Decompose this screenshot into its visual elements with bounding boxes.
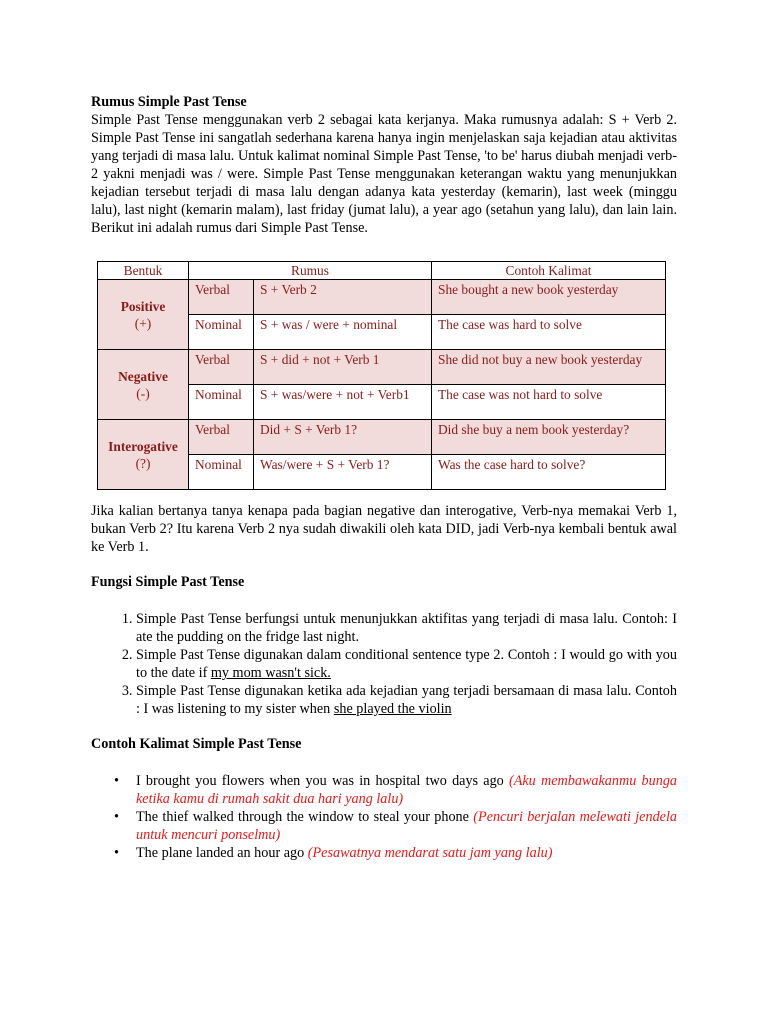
bullet-icon: • xyxy=(114,773,119,789)
example-cell: The case was not hard to solve xyxy=(432,385,666,420)
form-positive xyxy=(98,280,189,350)
list-item xyxy=(136,646,677,682)
type-cell: Verbal xyxy=(189,280,254,315)
form-label: Interogative xyxy=(108,439,178,454)
example-sentence: I brought you flowers when you was in hospital two days ago xyxy=(136,773,509,789)
contoh-list xyxy=(91,772,677,862)
table-header-row xyxy=(98,262,666,280)
type-cell: Nominal xyxy=(189,455,254,490)
bullet-icon: • xyxy=(114,845,119,861)
type-cell: Nominal xyxy=(189,385,254,420)
example-translation: (Pencuri berjalan melewati jendela untuk mencuri ponselmu) xyxy=(136,809,677,843)
heading-contoh: Contoh Kalimat Simple Past Tense xyxy=(91,736,302,752)
type-cell: Verbal xyxy=(189,420,254,455)
example-cell: The case was hard to solve xyxy=(432,315,666,350)
list-item xyxy=(136,682,677,718)
example-cell: Was the case hard to solve? xyxy=(432,455,666,490)
after-table-paragraph: Jika kalian bertanya tanya kenapa pada bagian negative dan interogative, Verb-nya memakai Verb 1, bukan Verb 2? Itu karena Verb 2 nya sudah diwakili oleh kata DID, jadi Verb-nya kembali bentuk awal ke Verb 1. xyxy=(91,503,677,555)
example-sentence: The thief walked through the window to steal your phone xyxy=(136,809,474,825)
form-label: Negative xyxy=(118,369,168,384)
header-bentuk: Bentuk xyxy=(98,262,189,280)
example-translation: (Pesawatnya mendarat satu jam yang lalu) xyxy=(307,845,553,861)
heading-rumus: Rumus Simple Past Tense xyxy=(91,94,247,110)
formula-cell: S + was / were + nominal xyxy=(254,315,432,350)
formula-cell: S + Verb 2 xyxy=(254,280,432,315)
list-item xyxy=(114,772,678,808)
section-rumus xyxy=(91,93,677,237)
formula-cell: S + was/were + not + Verb1 xyxy=(254,385,432,420)
formula-cell: Did + S + Verb 1? xyxy=(254,420,432,455)
table-row xyxy=(98,420,666,455)
form-negative xyxy=(98,350,189,420)
item-text: Simple Past Tense digunakan ketika ada kejadian yang terjadi bersamaan di masa lalu. Contoh : I was listening to my sister when xyxy=(136,683,677,717)
bullet-icon: • xyxy=(114,809,119,825)
item-underlined: my mom wasn't sick. xyxy=(210,665,331,681)
form-label: Positive xyxy=(120,299,166,314)
formula-table xyxy=(97,261,666,490)
section-contoh xyxy=(91,735,677,862)
heading-fungsi: Fungsi Simple Past Tense xyxy=(91,574,245,590)
header-contoh: Contoh Kalimat xyxy=(432,262,666,280)
item-underlined: she played the violin xyxy=(333,701,452,717)
form-interogative xyxy=(98,420,189,490)
table-row xyxy=(98,280,666,315)
list-item xyxy=(114,808,677,844)
type-cell: Nominal xyxy=(189,315,254,350)
section-fungsi xyxy=(91,573,677,718)
item-text: Simple Past Tense berfungsi untuk menunjukkan aktifitas yang terjadi di masa lalu. Contoh: I ate the pudding on the fridge last night. xyxy=(136,611,677,645)
form-symbol: (-) xyxy=(136,386,150,401)
example-cell: Did she buy a nem book yesterday? xyxy=(432,420,666,455)
example-cell: She did not buy a new book yesterday xyxy=(432,350,666,385)
form-symbol: (+) xyxy=(134,316,152,331)
example-translation: (Aku membawakanmu bunga ketika kamu di rumah sakit dua hari yang lalu) xyxy=(136,773,678,807)
after-table-section xyxy=(91,502,677,556)
header-rumus: Rumus xyxy=(189,262,432,280)
list-item xyxy=(136,610,677,646)
formula-cell: Was/were + S + Verb 1? xyxy=(254,455,432,490)
table-row xyxy=(98,350,666,385)
list-item xyxy=(114,844,677,862)
formula-cell: S + did + not + Verb 1 xyxy=(254,350,432,385)
example-sentence: The plane landed an hour ago xyxy=(136,845,308,861)
example-cell: She bought a new book yesterday xyxy=(432,280,666,315)
form-symbol: (?) xyxy=(135,456,151,471)
intro-paragraph: Simple Past Tense menggunakan verb 2 sebagai kata kerjanya. Maka rumusnya adalah: S + Verb 2. Simple Past Tense ini sangatlah sederhana karena hanya ingin menjelaskan saja kejadian atau aktivitas yang terjadi di masa lalu. Untuk kalimat nominal Simple Past Tense, 'to be' harus diubah menjadi verb-2 yakni menjadi was / were. Simple Past Tense menggunakan keterangan waktu yang menunjukkan kejadian tersebut terjadi di masa lalu dengan adanya kata yesterday (kemarin), last week (minggu lalu), last night (kemarin malam), last friday (jumat lalu), a year ago (setahun yang lalu), dan lain lain. Berikut ini adalah rumus dari Simple Past Tense. xyxy=(91,112,677,236)
item-text: Simple Past Tense digunakan dalam conditional sentence type 2. Contoh : I would go with you to the date if xyxy=(136,647,677,681)
fungsi-list xyxy=(91,610,677,718)
type-cell: Verbal xyxy=(189,350,254,385)
